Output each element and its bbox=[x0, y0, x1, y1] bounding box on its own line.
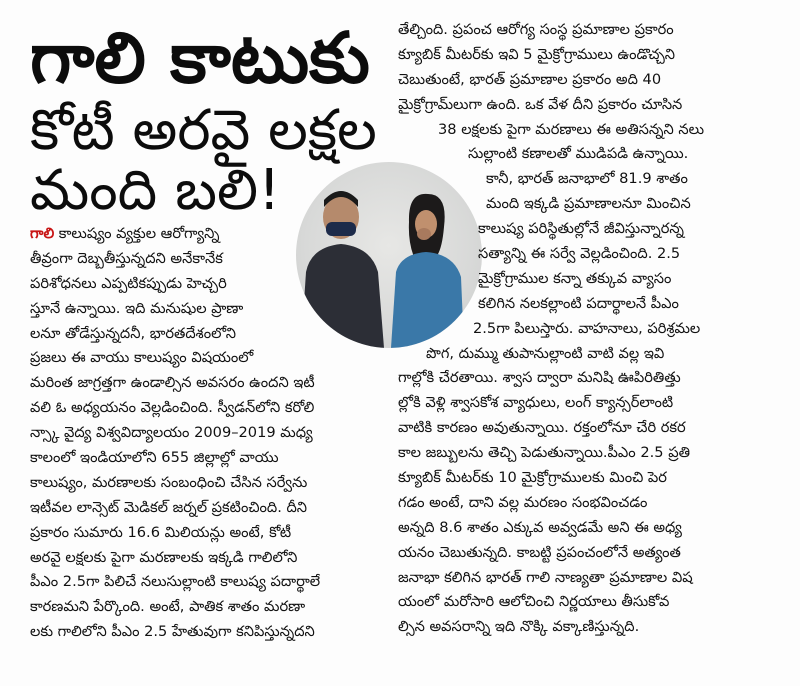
text-line: లకు గాలిలోని పీఎం 2.5 హేతువుగా కనిపిస్తున్నదని bbox=[30, 623, 315, 641]
text-line: స్తూనే ఉన్నాయి. ఇది మనుషుల ప్రాణా bbox=[30, 299, 244, 317]
text-line: తీవ్రంగా దెబ్బతీస్తున్నదని అనేకానేక bbox=[30, 249, 223, 267]
text-line: గడం అంటే, దాని వల్ల మరణం సంభవించడం bbox=[398, 493, 648, 511]
text-line: పీఎం 2.5గా పిలిచే నలుసుల్లాంటి కాలుష్య పదార్థాలే bbox=[30, 573, 321, 591]
article-left-column bbox=[30, 222, 390, 645]
text-line: కానీ, భారత్ జనాభాలో 81.9 శాతం bbox=[486, 170, 688, 188]
text-line: మైక్రోగ్రామ్‌లుగా ఉంది. ఒక వేళ దీని ప్రకారం చూసిన bbox=[398, 95, 683, 113]
text-line: జనాభా కలిగిన భారత్ గాలి నాణ్యతా ప్రమాణాల విష bbox=[398, 568, 693, 586]
article-right-column bbox=[398, 18, 770, 640]
text-line: అన్నది 8.6 శాతం ఎక్కువ అవ్వడమే అని ఈ అధ్య bbox=[398, 518, 682, 536]
text-line: కలిగిన నలకల్లాంటి పదార్థాలనే పీఎం bbox=[478, 294, 679, 312]
text-line: మరింత జాగ్రత్తగా ఉండాల్సిన అవసరం ఉందని ఇటీ bbox=[30, 374, 315, 392]
headline-line-2: కోటీ అరవై లక్షల bbox=[30, 98, 377, 163]
paragraph-first-line bbox=[30, 222, 390, 247]
text-line: ల్లోకి వెళ్లి శ్వాసకోశ వ్యాధులు, లంగ్ క్యాన్సర్‌లాంటి bbox=[398, 394, 674, 412]
headline-line-3: మంది బలి! bbox=[30, 158, 281, 223]
text-line: యంలో మరోసారి ఆలోచించి నిర్ణయాలు తీసుకోవ bbox=[398, 593, 670, 611]
text-line: తేల్చింది. ప్రపంచ ఆరోగ్య సంస్థ ప్రమాణాల ప్రకారం bbox=[398, 21, 674, 38]
text-line: ల్సిన అవసరాన్ని ఇది నొక్కి వక్కాణిస్తున్నది. bbox=[398, 618, 640, 636]
text-line: న్స్కా వైద్య విశ్వవిద్యాలయం 2009–2019 మధ్య bbox=[30, 424, 313, 442]
text-line: ఇటీవల లాన్సెట్ మెడికల్ జర్నల్ ప్రకటించింది. దీని bbox=[30, 498, 308, 516]
text-line: ప్రజలు ఈ వాయు కాలుష్యం విషయంలో bbox=[30, 349, 254, 367]
text-line: పొగ, దుమ్ము తుపానుల్లాంటి వాటి వల్ల ఇవి bbox=[426, 344, 665, 362]
text-line: వలి ఓ అధ్యయనం వెల్లడించింది. స్వీడన్‌లోని కరోలి bbox=[30, 399, 315, 417]
text-line: 38 లక్షలకు పైగా మరణాలు ఈ అతిసన్నని నలు bbox=[438, 120, 704, 138]
text-line: లనూ తోడేస్తున్నదనీ, భారతదేశంలోని bbox=[30, 324, 237, 342]
text-line: సుల్లాంటి కణాలతో ముడిపడి ఉన్నాయి. bbox=[468, 145, 689, 163]
text-line: కాలుష్య పరిస్థితుల్లోనే జీవిస్తున్నారన్న bbox=[478, 220, 684, 238]
text-line: క్యూబిక్ మీటర్‌కు 10 మైక్రోగ్రాములకు మించి పెర bbox=[398, 469, 667, 487]
text-line: ప్రకారం సుమారు 16.6 మిలియన్లు అంటే, కోటీ bbox=[30, 523, 292, 541]
text-line: క్యూబిక్ మీటర్‌కు ఇవి 5 మైక్రోగ్రాములు ఉండొచ్చని bbox=[398, 45, 676, 63]
text-line: వాటికి కారణం అవుతున్నాయి. రక్తంలోనూ చేరి రకర bbox=[398, 419, 686, 437]
text-line: పరిశోధనలు ఎప్పటికప్పుడు హెచ్చరి bbox=[30, 274, 227, 292]
text-line: మైక్రోగ్రాముల కన్నా తక్కువ వ్యాసం bbox=[478, 269, 672, 287]
text-line: కాలంలో ఇండియాలోని 655 జిల్లాల్లో వాయు bbox=[30, 449, 279, 467]
text-line: కాలుష్యం, మరణాలకు సంబంధించి చేసిన సర్వేను bbox=[30, 473, 308, 491]
text-line: అరవై లక్షలకు పైగా మరణాలకు ఇక్కడి గాలిలోని bbox=[30, 548, 298, 566]
text-line: కారణమని పేర్కొంది. అంటే, పాతిక శాతం మరణా bbox=[30, 598, 306, 616]
text-line: కాల జబ్బులను తెచ్చి పెడుతున్నాయి.పీఎం 2.5 ప్రతి bbox=[398, 444, 690, 462]
headline-line-1: గాలి కాటుకు bbox=[30, 17, 370, 99]
text-line: యనం చెబుతున్నది. కాబట్టి ప్రపంచంలోనే అత్యంత bbox=[398, 543, 681, 561]
text-line: చెబుతుంటే, భారత్ ప్రమాణాల ప్రకారం అది 40 bbox=[398, 70, 662, 88]
text-line: సత్యాన్ని ఈ సర్వే వెల్లడించింది. 2.5 bbox=[478, 245, 681, 263]
text-line: గాల్లోకి చేరతాయి. శ్వాస ద్వారా మనిషి ఊపిరితిత్తు bbox=[398, 369, 681, 387]
lead-word: గాలి bbox=[30, 225, 55, 242]
first-line-text: కాలుష్యం వ్యక్తుల ఆరోగ్యాన్ని bbox=[54, 225, 220, 242]
text-line: మంది ఇక్కడి ప్రమాణాలనూ మించిన bbox=[486, 195, 691, 213]
text-line: 2.5గా పిలుస్తారు. వాహనాలు, పరిశ్రమల bbox=[473, 319, 701, 337]
